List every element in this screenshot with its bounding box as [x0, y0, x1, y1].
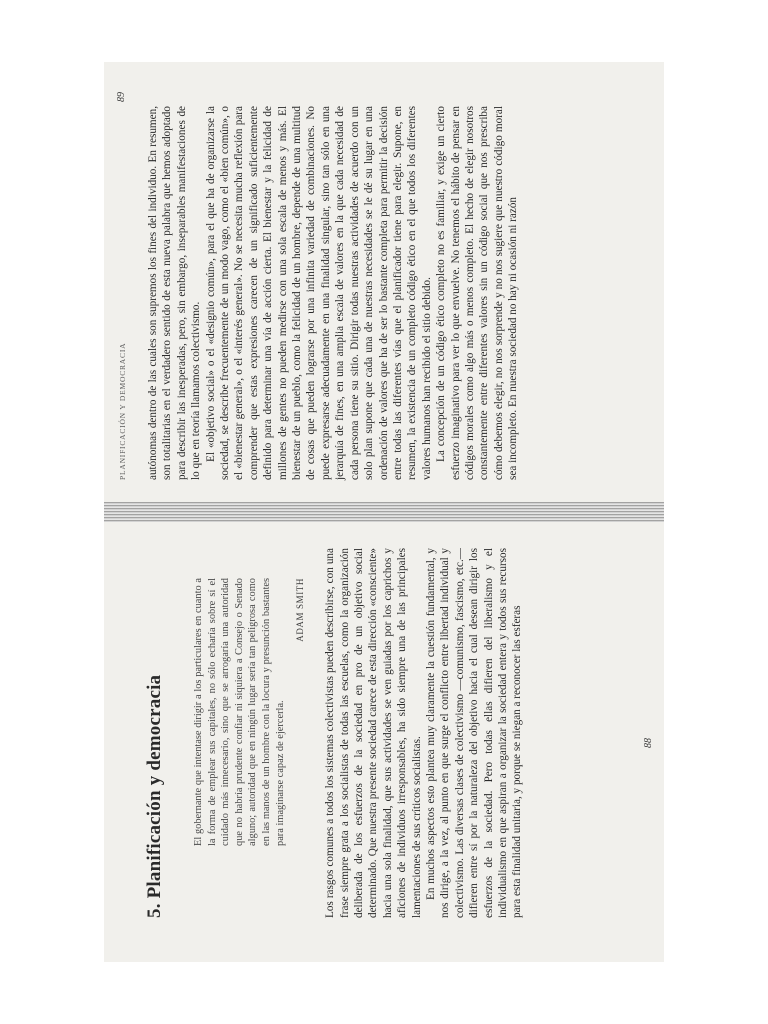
right-paragraph-3: La concepción de un código ético completo no es familiar, y exige un cierto esfuerzo imaginativo para ver lo que envuelve. No tenemos el hábito de pensar en códigos morales como algo más o menos completo. El hecho de elegir nosotros constantemente entre diferentes valores sin un código social que nos prescriba cómo debemos elegir, no nos sorprende y no nos sugiere que nuestro código moral sea incompleto. En nuestra sociedad no hay ni ocasión ni razón — [435, 106, 520, 480]
running-head: PLANIFICACIÓN Y DEMOCRACIA — [118, 342, 127, 480]
left-page-number: 88 — [643, 738, 654, 748]
book-spread — [104, 62, 664, 962]
left-paragraph-1: Los rasgos comunes a todos los sistemas colectivistas pueden describirse, con una frase siempre grata a los socialistas de todas las escuelas, como la organización deliberada de los esfuerzos de la sociedad en pro de un objetivo social determinado. Que nuestra presente sociedad carece de esta dirección «consciente» hacia una sola finalidad, que sus actividades se ven guiadas por los caprichos y aficiones de individuos irresponsables, ha sido siempre una de las principales lamentaciones de sus críticos socialistas. — [324, 548, 423, 918]
rotated-spread — [104, 62, 664, 962]
epigraph: El gobernante que intentase dirigir a los particulares en cuanto a la forma de emplear sus capitales, no sólo echaría sobre sí el cuidado más innecesario, sino que se arrogaría una autoridad que no habría prudente confiar ni siquiera a Consejo o Senado alguno; autoridad que en ningún lugar sería tan peligrosa como en las manos de un hombre con la locura y presunción bastantes para imaginarse capaz de ejercerla. — [193, 578, 286, 846]
book-gutter — [104, 502, 664, 522]
right-paragraph-2: El «objetivo social» o el «designio común», para el que ha de organizarse la sociedad, se describe frecuentemente de un modo vago, como el «bien común», o el «bienestar general», o el «interés general». No se necesita mucha reflexión para comprender que estas expresiones carecen de un significado suficientemente definido para determinar una vía de acción cierta. El bienestar y la felicidad de millones de gentes no pueden medirse con una sola escala de menos y más. El bienestar de un pueblo, como la felicidad de un hombre, depende de una multitud de cosas que pueden lograrse por una infinita variedad de combinaciones. No puede expresarse adecuadamente en una finalidad singular, sino tan sólo en una jerarquía de fines, en una amplia escala de valores en la que cada necesidad de cada persona tiene su sitio. Dirigir todas nuestras actividades de acuerdo con un solo plan supone que cada una de nuestras necesidades se le dé su lugar en una ordenación de valores que ha de ser lo bastante completa para permitir la decisión entre todas las diferentes vías que el planificador tiene para elegir. Supone, en resumen, la existencia de un completo código ético en el que todos los diferentes valores humanos han recibido el sitio debido. — [204, 106, 433, 480]
right-page — [104, 62, 664, 502]
right-paragraph-1: autónomas dentro de las cuales son supremos los fines del individuo. En resumen, son totalitarias en el verdadero sentido de esta nueva palabra que hemos adoptado para describir las inesperadas, pero, sin embargo, inseparables manifestaciones de lo que en teoría llamamos colectivismo. — [147, 106, 203, 480]
left-paragraph-2: En muchos aspectos esto plantea muy claramente la cuestión fundamental, y nos dirige, a la vez, al punto en que surge el conflicto entre libertad individual y colectivismo. Las diversas clases de colectivismo —comunismo, fascismo, etc.— difieren entre sí por la naturaleza del objetivo hacia el cual desean dirigir los esfuerzos de la sociedad. Pero todas ellas difieren del liberalismo y el individualismo en que aspiran a organizar la sociedad entera y todos sus recursos para esta finalidad unitaria, y porque se niegan a reconocer las esferas — [425, 548, 524, 918]
left-page — [104, 522, 664, 962]
right-page-text — [146, 106, 521, 480]
right-page-number: 89 — [116, 92, 127, 102]
chapter-title: 5. Planificación y democracia — [144, 674, 165, 918]
epigraph-author: ADAM SMITH — [295, 578, 306, 642]
